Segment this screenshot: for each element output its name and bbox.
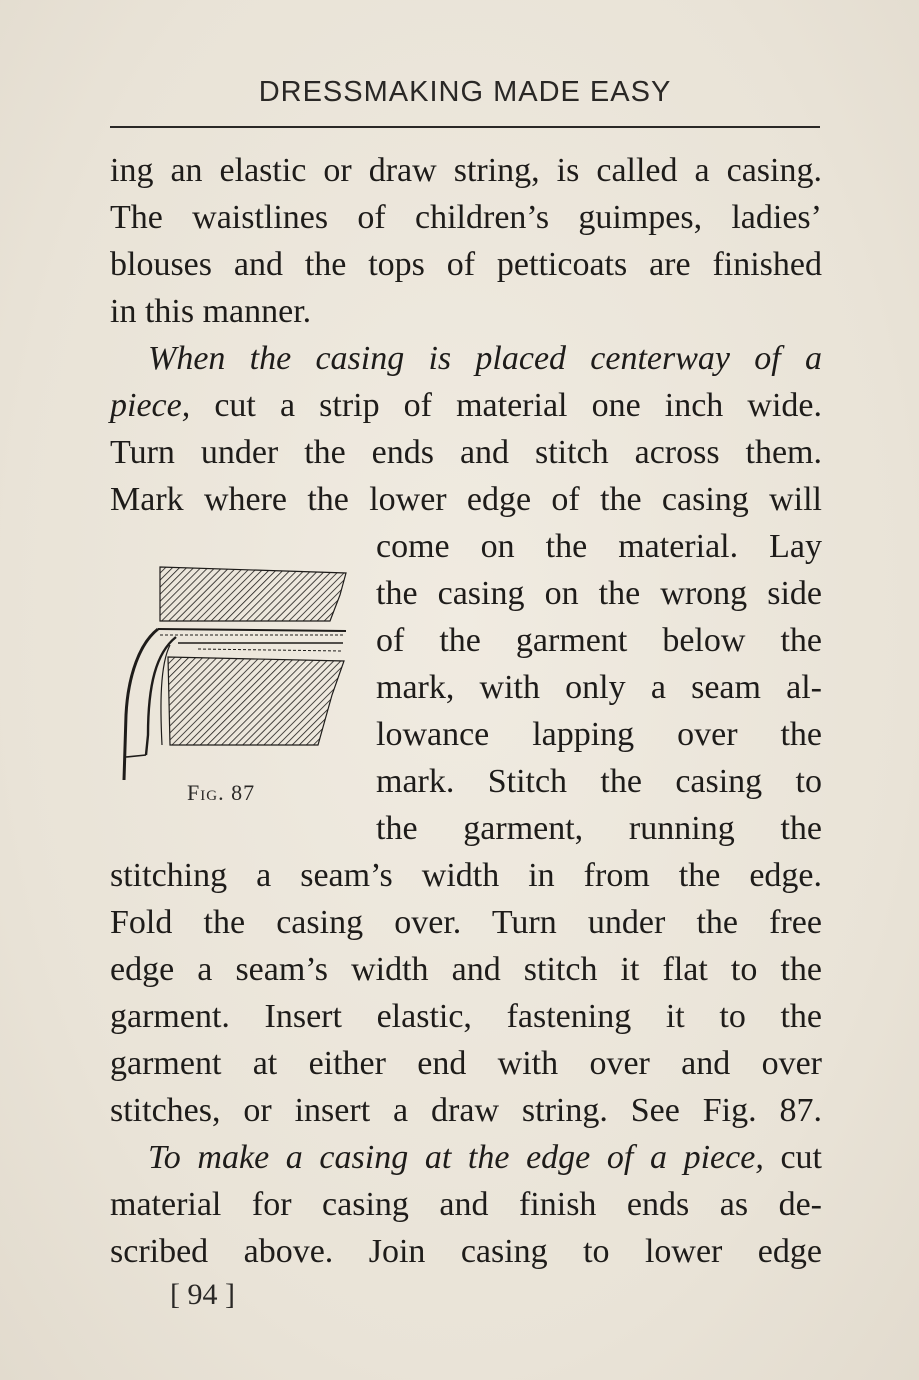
lower-fabric [168, 657, 344, 745]
text-line: material for casing and finish ends as de- [110, 1186, 822, 1223]
text-line: blouses and the tops of petticoats are finished [110, 246, 822, 283]
text-line: stitching a seam’s width in from the edge. [110, 857, 822, 894]
text-line: Fold the casing over. Turn under the free [110, 904, 822, 941]
italic-phrase: To make a casing at the edge of a piece, [148, 1139, 764, 1176]
text-line: garment. Insert elastic, fastening it to the [110, 998, 822, 1035]
text-line: mark, with only a seam al- [376, 669, 822, 706]
italic-phrase: When the casing is placed centerway of a [148, 340, 822, 377]
italic-phrase: piece, [110, 387, 191, 424]
text-line: in this manner. [110, 293, 312, 330]
text-line: Turn under the ends and stitch across them. [110, 434, 822, 471]
text-line: come on the material. Lay [376, 528, 822, 565]
text-run: cut a strip of material one inch wide. [190, 387, 822, 424]
figure-caption: Fig. 87 [187, 780, 256, 805]
text-line: ing an elastic or draw string, is called a casing. [110, 152, 822, 189]
page-number: [ 94 ] [170, 1278, 235, 1311]
text-line-italic [110, 335, 822, 382]
text-line: The waistlines of children’s guimpes, ladies’ [110, 199, 822, 236]
running-title: DRESSMAKING MADE EASY [258, 76, 672, 108]
text-line [110, 1134, 822, 1181]
text-line [110, 382, 822, 429]
text-line: lowance lapping over the [376, 716, 822, 753]
text-line: stitches, or insert a draw string. See Fig. 87. [110, 1092, 822, 1129]
text-line: edge a seam’s width and stitch it flat to the [110, 951, 822, 988]
header-rule [110, 126, 820, 128]
text-line: mark. Stitch the casing to [376, 763, 822, 800]
text-line: Mark where the lower edge of the casing will [110, 481, 822, 518]
upper-fabric [160, 567, 346, 621]
text-line: garment at either end with over and over [110, 1045, 822, 1082]
text-run: cut [763, 1139, 822, 1176]
text-line: scribed above. Join casing to lower edge [110, 1233, 822, 1270]
text-line: the garment, running the [376, 810, 822, 847]
text-line: the casing on the wrong side [376, 575, 822, 612]
casing-illustration [118, 565, 354, 815]
text-line: of the garment below the [376, 622, 822, 659]
